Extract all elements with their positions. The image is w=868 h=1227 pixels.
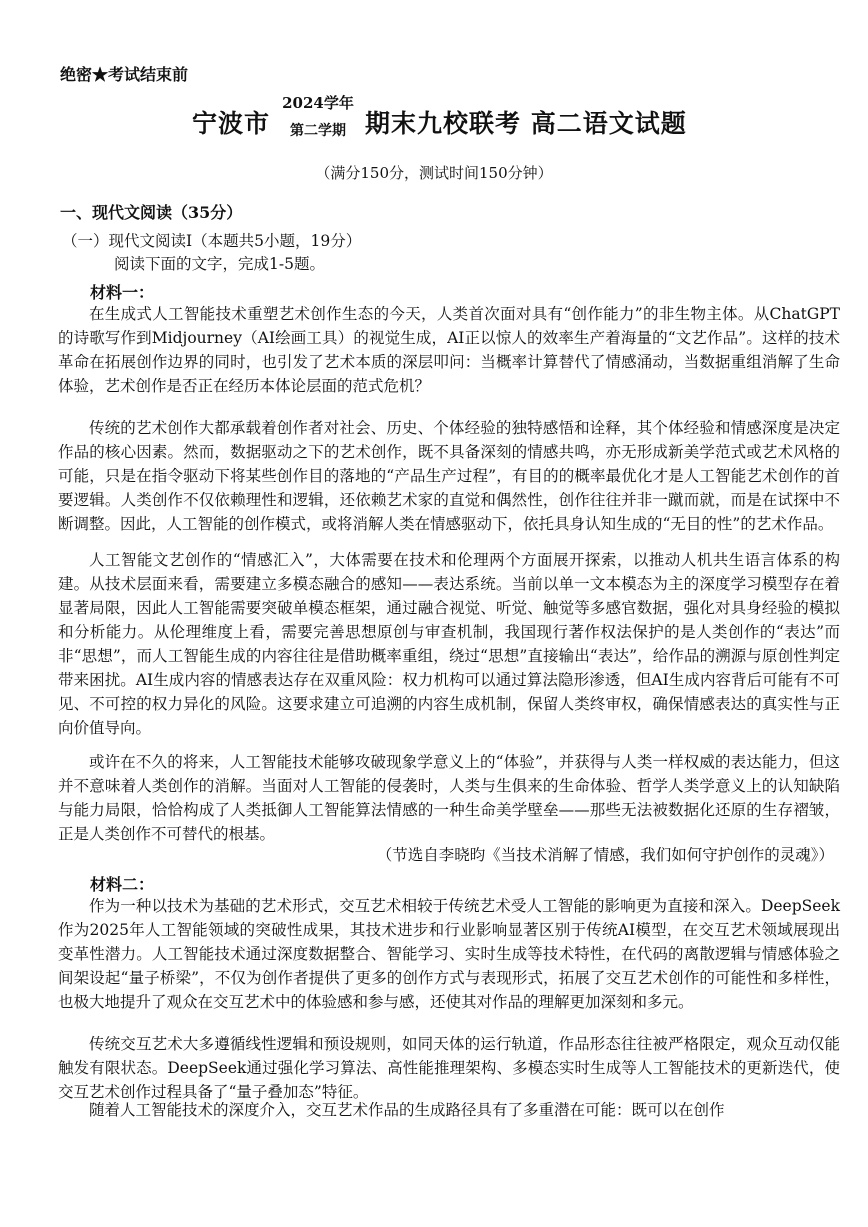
title-main: 期末九校联考 高二语文试题: [365, 109, 687, 138]
title-city: 宁波市: [192, 109, 271, 138]
material-1-paragraph-2: 传统的艺术创作大都承载着创作者对社会、历史、个体经验的独特感悟和诠释，其个体经验和情感深度是决定作品的核心因素。然而，数据驱动之下的艺术创作，既不具备深刻的情感共鸣，亦无形成新美学范式或艺术风格的可能，只是在指令驱动下将某些创作目的落地的“产品生产过程”，有目的的概率最优化才是人工智能艺术创作的首要逻辑。人类创作不仅依赖理性和逻辑，还依赖艺术家的直觉和偶然性，创作往往并非一蹴而就，而是在试探中不断调整。因此，人工智能的创作模式，或将消解人类在情感驱动下，依托具身认知生成的“无目的性”的艺术作品。: [58, 419, 840, 533]
exam-subtitle: （满分150分，测试时间150分钟）: [315, 164, 553, 182]
material-1-label: 材料一：: [90, 283, 155, 302]
section-heading: 一、现代文阅读（35分）: [60, 203, 243, 222]
exam-title: [0, 92, 868, 152]
material-1-paragraph-4: 或许在不久的将来，人工智能技术能够攻破现象学意义上的“体验”，并获得与人类一样权威的表达能力，但这并不意味着人类创作的消解。当面对人工智能的侵袭时，人类与生俱来的生命体验、哲学人类学意义上的认知缺陷与能力局限，恰恰构成了人类抵御人工智能算法情感的一种生命美学壁垒——那些无法被数据化还原的生存褶皱，正是人类创作不可替代的根基。: [58, 753, 840, 843]
material-2-paragraph-2: 传统交互艺术大多遵循线性逻辑和预设规则，如同天体的运行轨道，作品形态往往被严格限定，观众互动仅能触发有限状态。DeepSeek通过强化学习算法、高性能推理架构、多模态实时生成等人工智能技术的更新迭代，使交互艺术创作过程具备了“量子叠加态”特征。: [58, 1035, 840, 1101]
material-1-source: （节选自李晓昀《当技术消解了情感，我们如何守护创作的灵魂》）: [376, 846, 834, 864]
part-heading: （一）现代文阅读Ⅰ（本题共5小题，19分）: [62, 232, 362, 250]
material-1-paragraph-3: 人工智能文艺创作的“情感汇入”，大体需要在技术和伦理两个方面展开探索，以推动人机共生语言体系的构建。从技术层面来看，需要建立多模态融合的感知——表达系统。当前以单一文本模态为主的深度学习模型存在着显著局限，因此人工智能需要突破单模态框架，通过融合视觉、听觉、触觉等多感官数据，强化对具身经验的模拟和分析能力。从伦理维度上看，需要完善思想原创与审查机制，我国现行著作权法保护的是人类创作的“表达”而非“思想”，而人工智能生成的内容往往是借助概率重组，绕过“思想”直接输出“表达”，给作品的溯源与原创性判定带来困扰。AI生成内容的情感表达存在双重风险：权力机构可以通过算法隐形渗透，但AI生成内容背后可能有不可见、不可控的权力异化的风险。这要求建立可追溯的内容生成机制，保留人类终审权，确保情感表达的真实性与正向价值导向。: [58, 551, 840, 737]
instruction-text: 阅读下面的文字，完成1-5题。: [114, 255, 325, 273]
material-2-paragraph-1: 作为一种以技术为基础的艺术形式，交互艺术相较于传统艺术受人工智能的影响更为直接和深入。DeepSeek作为2025年人工智能领域的突破性成果，其技术进步和行业影响显著区别于传统AI模型，在交互艺术领域展现出变革性潜力。人工智能技术通过深度数据整合、智能学习、实时生成等技术特性，在代码的离散逻辑与情感体验之间架设起“量子桥梁”，不仅为创作者提供了更多的创作方式与表现形式，拓展了交互艺术创作的可能性和多样性，也极大地提升了观众在交互艺术中的体验感和参与感，还使其对作品的理解更加深刻和多元。: [58, 897, 840, 1011]
title-year: 2024学年: [282, 94, 354, 112]
title-year-term: [272, 92, 364, 142]
material-2-paragraph-3: 随着人工智能技术的深度介入，交互艺术作品的生成路径具有了多重潜在可能：既可以在创作: [89, 1101, 725, 1119]
confidential-label: 绝密★考试结束前: [60, 65, 189, 84]
title-term: 第二学期: [290, 123, 346, 139]
material-1-paragraph-1: 在生成式人工智能技术重塑艺术创作生态的今天，人类首次面对具有“创作能力”的非生物主体。从ChatGPT的诗歌写作到Midjourney（AI绘画工具）的视觉生成，AI正以惊人的效率生产着海量的“文艺作品”。这样的技术革命在拓展创作边界的同时，也引发了艺术本质的深层叩问：当概率计算替代了情感涌动，当数据重组消解了生命体验，艺术创作是否正在经历本体论层面的范式危机？: [58, 305, 840, 395]
material-2-label: 材料二：: [90, 875, 155, 894]
